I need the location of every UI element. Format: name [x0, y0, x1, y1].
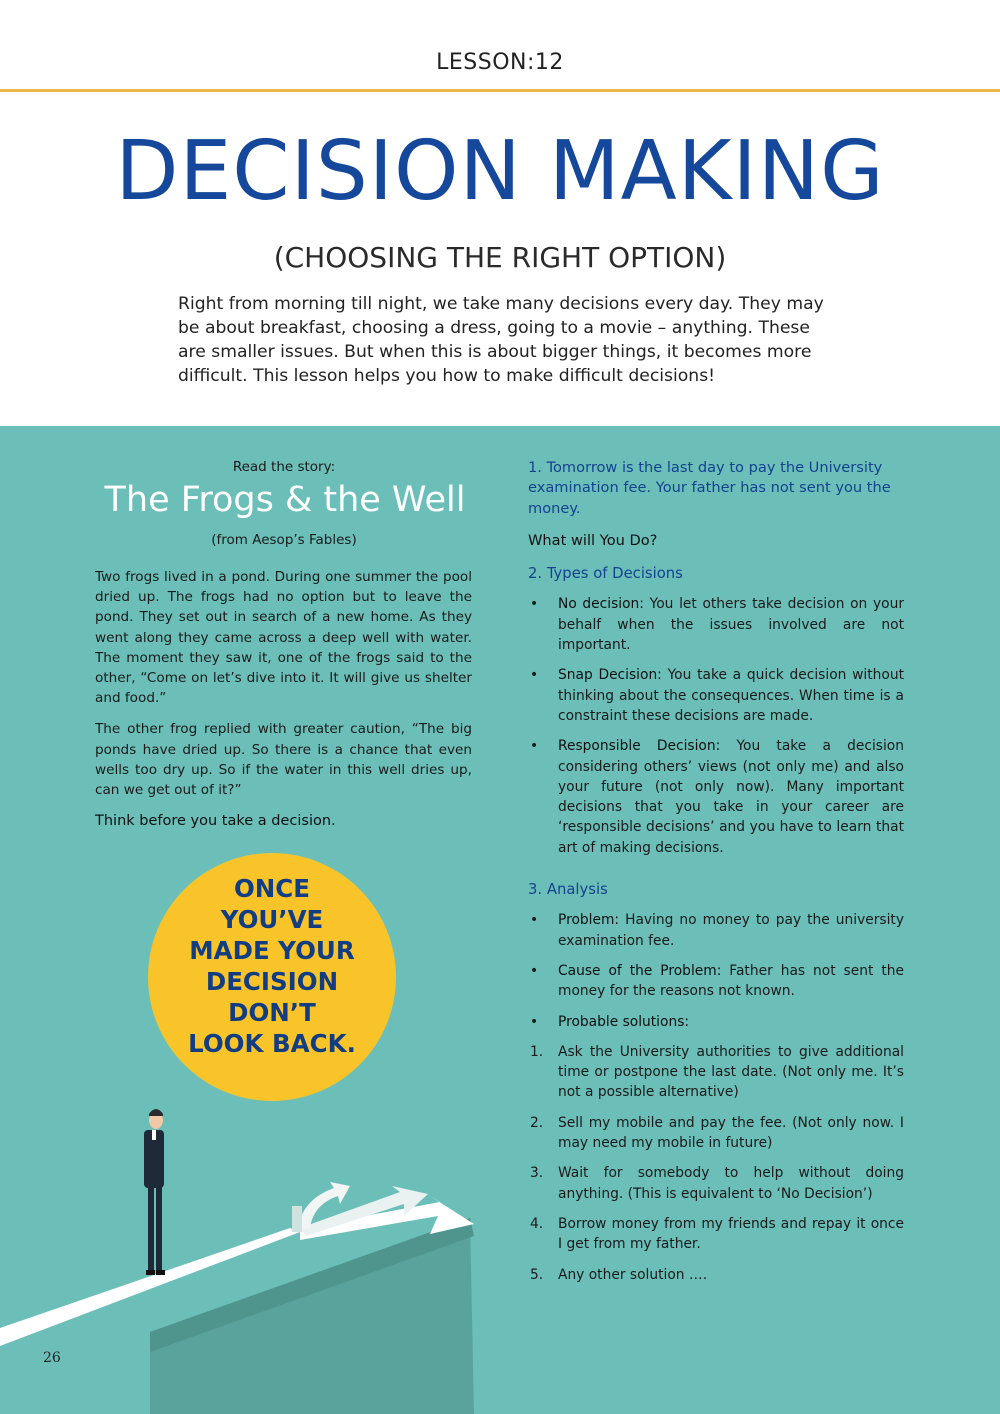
quote-line: LOOK BACK.: [188, 1029, 356, 1058]
page-title: DECISION MAKING: [115, 124, 885, 219]
list-number: 4.: [530, 1215, 544, 1232]
list-item: • Problem: Having no money to pay the university examination fee.: [530, 912, 904, 949]
list-item: 1. Ask the University authorities to give additional time or postpone the last date. (Not only me. It’s not a possible alternative): [530, 1043, 904, 1101]
quote-text: [148, 873, 396, 1059]
page-number: 26: [43, 1350, 61, 1366]
intro-paragraph: Right from morning till night, we take many decisions every day. They may be about breakfast, choosing a dress, going to a movie – anything. These are smaller issues. But when this is about bigger things, it becomes more difficult. This lesson helps you how to make difficult decisions!: [178, 294, 824, 386]
list-item: • No decision: You let others take decision on your behalf when the issues involved are not important.: [530, 596, 904, 654]
story-title: The Frogs & the Well: [104, 480, 466, 520]
lesson-label: LESSON:12: [436, 50, 564, 75]
bullet-icon: •: [530, 962, 539, 979]
types-heading: 2. Types of Decisions: [528, 565, 683, 583]
story-paragraph: Two frogs lived in a pond. During one summer the pool dried up. The frogs had no option but to leave the pond. They set out in search of a new home. As they went along they came across a deep well with water. The moment they saw it, one of the frogs said to the other, “Come on let’s dive into it. It will give us shelter and food.”: [95, 569, 472, 707]
arrow-stem: [292, 1206, 302, 1232]
list-item: 4. Borrow money from my friends and repay it once I get from my father.: [530, 1215, 904, 1253]
types-list: [528, 594, 904, 858]
list-number: 1.: [530, 1043, 544, 1060]
quote-line: ONCE: [233, 874, 311, 903]
story-paragraph: The other frog replied with greater caution, “The big ponds have dried up. So there is a chance that even wells too dry up. So if the water in this well dries up, can we get out of it?”: [95, 721, 472, 799]
list-item: 3. Wait for somebody to help without doing anything. (This is equivalent to ‘No Decision’): [530, 1165, 904, 1202]
man-figure: [144, 1109, 165, 1275]
quote-line: MADE YOUR: [189, 936, 355, 965]
question-text: 1. Tomorrow is the last day to pay the University examination fee. Your father has not sent you the money.: [528, 459, 891, 517]
quote-line: DON’T: [228, 998, 316, 1027]
analysis-list: [528, 910, 904, 1031]
what-will-you-do: What will You Do?: [528, 531, 658, 549]
page-subtitle: (CHOOSING THE RIGHT OPTION): [273, 241, 727, 274]
list-item: • Probable solutions:: [528, 1012, 904, 1032]
bullet-icon: •: [530, 667, 539, 684]
bullet-icon: •: [530, 912, 539, 929]
quote-line: DECISION: [205, 967, 339, 996]
list-item: 2. Sell my mobile and pay the fee. (Not only now. I may need my mobile in future): [530, 1114, 904, 1152]
list-item: • Responsible Decision: You take a decision considering others’ views (not only me) and also your future (not only now). Many important decisions that you take in your career are ‘responsible decisions’ and you have to learn that art of making decisions.: [530, 738, 904, 856]
story-source: (from Aesop’s Fables): [211, 532, 357, 548]
crossroads-illustration: [0, 1100, 480, 1414]
solutions-list: [528, 1042, 904, 1285]
list-item: • Cause of the Problem: Father has not sent the money for the reasons not known.: [530, 962, 904, 1000]
header-divider: [0, 89, 1000, 92]
list-number: 3.: [530, 1165, 544, 1182]
bullet-icon: •: [530, 596, 539, 613]
list-item: • Snap Decision: You take a quick decision without thinking about the consequences. When time is a constraint these decisions are made.: [530, 667, 904, 724]
story-moral: Think before you take a decision.: [95, 813, 336, 830]
analysis-heading: 3. Analysis: [528, 881, 608, 899]
list-item: 5. Any other solution ….: [528, 1265, 904, 1285]
bullet-icon: •: [530, 1013, 539, 1030]
quote-line: YOU’VE: [220, 905, 324, 934]
list-number: 5.: [530, 1266, 544, 1283]
list-number: 2.: [530, 1114, 544, 1131]
bullet-icon: •: [530, 738, 539, 755]
story-body: [95, 567, 472, 842]
story-prompt: Read the story:: [232, 459, 336, 475]
right-column: [528, 458, 904, 1295]
